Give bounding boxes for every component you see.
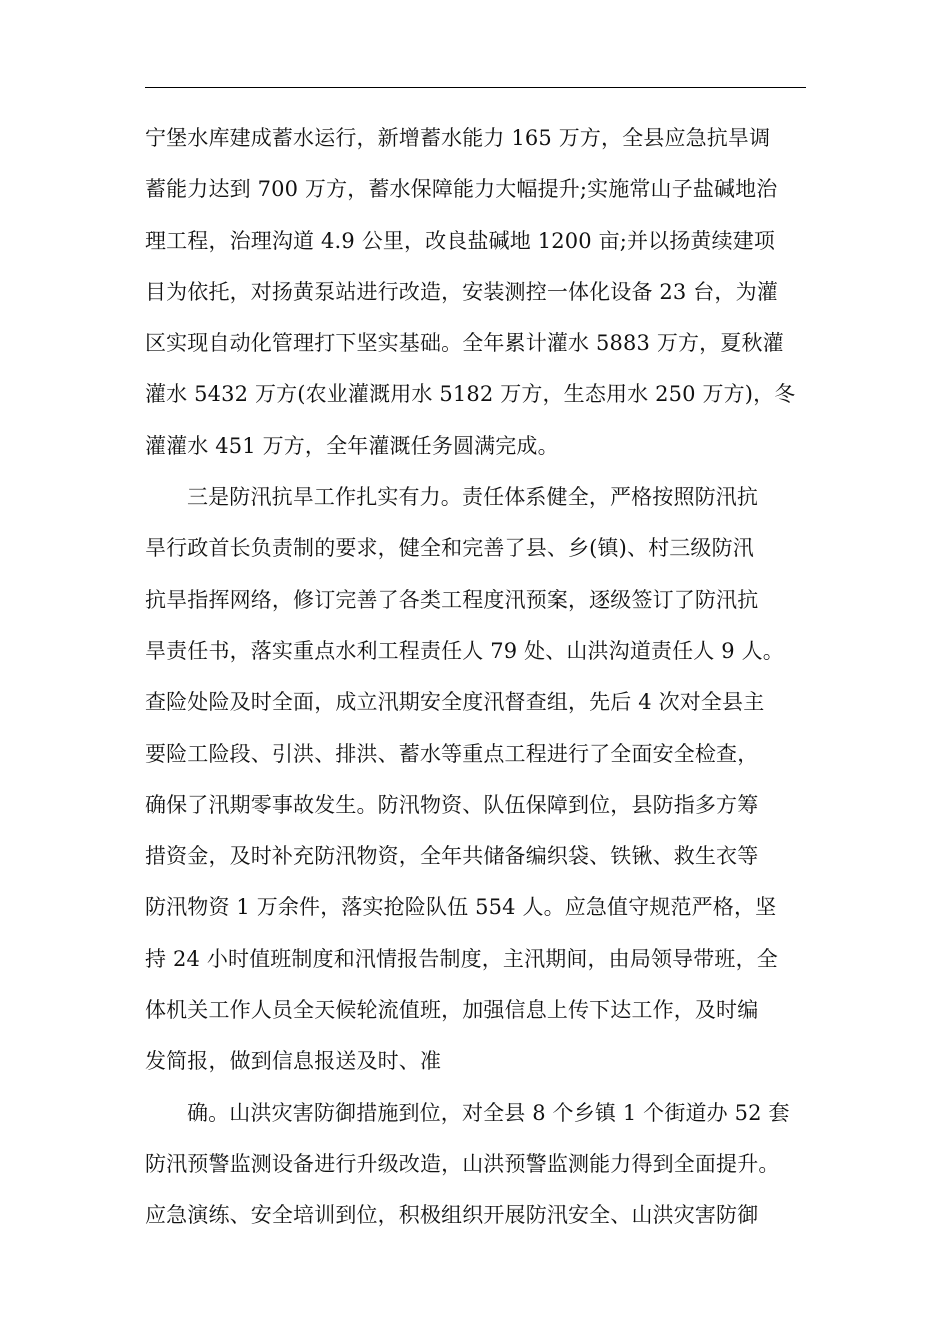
- text-line: 应急演练、安全培训到位，积极组织开展防汛安全、山洪灾害防御: [145, 1203, 759, 1228]
- text-line: 确保了汛期零事故发生。防汛物资、队伍保障到位，县防指多方筹: [145, 792, 759, 817]
- text-line: 灌灌水 451 万方，全年灌溉任务圆满完成。: [145, 433, 559, 458]
- text-line: 旱责任书，落实重点水利工程责任人 79 处、山洪沟道责任人 9 人。: [145, 638, 784, 663]
- text-line: 理工程，治理沟道 4.9 公里，改良盐碱地 1200 亩;并以扬黄续建项: [145, 228, 776, 253]
- text-line: 宁堡水库建成蓄水运行，新增蓄水能力 165 万方，全县应急抗旱调: [145, 126, 771, 150]
- text-line: 持 24 小时值班制度和汛情报告制度，主汛期间，由局领导带班，全: [145, 946, 778, 971]
- text-line: 目为依托，对扬黄泵站进行改造，安装测控一体化设备 23 台，为灌: [145, 279, 778, 304]
- header-rule: [145, 87, 806, 88]
- text-line: 防汛预警监测设备进行升级改造，山洪预警监测能力得到全面提升。: [145, 1151, 780, 1176]
- text-line: 要险工险段、引洪、排洪、蓄水等重点工程进行了全面安全检查，: [145, 741, 759, 766]
- text-line: 体机关工作人员全天候轮流值班，加强信息上传下达工作，及时编: [145, 998, 759, 1023]
- text-line: 防汛物资 1 万余件，落实抢险队伍 554 人。应急值守规范严格，坚: [145, 895, 777, 920]
- text-line: 蓄能力达到 700 万方，蓄水保障能力大幅提升;实施常山子盐碱地治: [145, 177, 778, 202]
- document-body: [145, 113, 810, 1242]
- text-line: 查险处险及时全面，成立汛期安全度汛督查组，先后 4 次对全县主: [145, 690, 765, 715]
- text-line: 发简报，做到信息报送及时、准: [145, 1049, 442, 1074]
- text-line: 抗旱指挥网络，修订完善了各类工程度汛预案，逐级签订了防汛抗: [145, 587, 759, 612]
- text-line: 措资金，及时补充防汛物资，全年共储备编织袋、铁锹、救生衣等: [145, 844, 759, 869]
- text-line: 旱行政首长负责制的要求，健全和完善了县、乡(镇)、村三级防汛: [145, 536, 754, 561]
- paragraph-start-line: 确。山洪灾害防御措施到位，对全县 8 个乡镇 1 个街道办 52 套: [187, 1100, 790, 1125]
- paragraph-start-line: 三是防汛抗旱工作扎实有力。责任体系健全，严格按照防汛抗: [187, 485, 759, 510]
- text-line: 区实现自动化管理打下坚实基础。全年累计灌水 5883 万方，夏秋灌: [145, 331, 784, 356]
- text-line: 灌水 5432 万方(农业灌溉用水 5182 万方，生态用水 250 万方)，冬: [145, 382, 796, 407]
